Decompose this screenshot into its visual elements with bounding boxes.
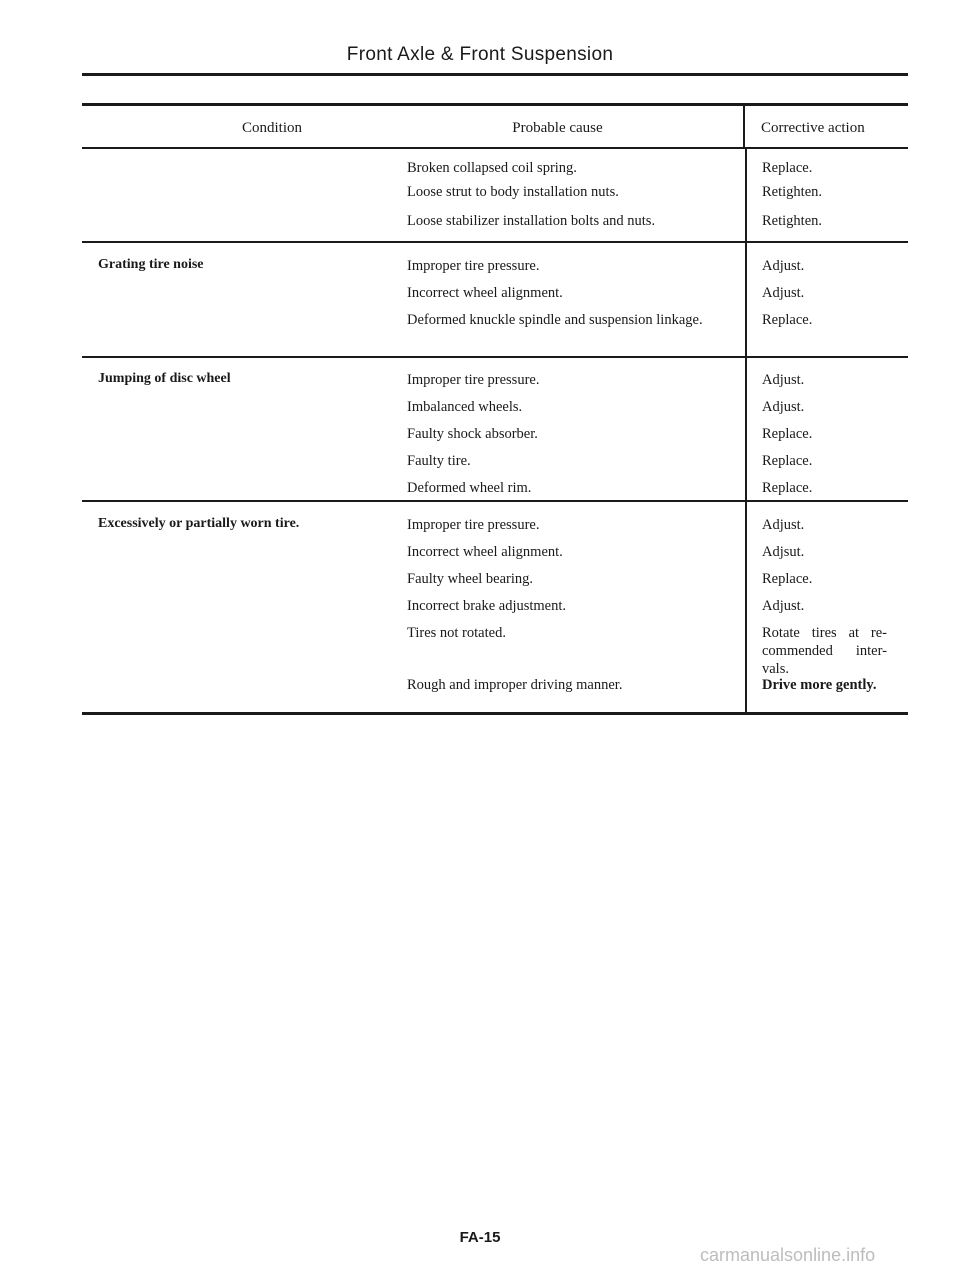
cause-cell — [372, 358, 747, 500]
table-row — [82, 358, 908, 502]
condition-cell — [82, 243, 372, 356]
action-item: Adjust. — [762, 372, 805, 388]
table-header-row — [82, 106, 908, 149]
action-item: Replace. — [762, 312, 813, 328]
header-rule — [82, 73, 908, 76]
cause-item: Improper tire pressure. — [407, 517, 540, 533]
troubleshooting-table — [82, 103, 908, 715]
cause-cell — [372, 502, 747, 712]
cause-item: Tires not rotated. — [407, 625, 506, 641]
cause-cell — [372, 243, 747, 356]
cause-item: Rough and improper driving manner. — [407, 677, 623, 693]
column-header-condition: Condition — [241, 120, 302, 136]
cause-item: Broken collapsed coil spring. — [407, 160, 577, 176]
cause-item: Improper tire pressure. — [407, 258, 540, 274]
cause-item: Imbalanced wheels. — [407, 399, 523, 415]
table-row — [82, 243, 908, 358]
condition-text: Grating tire noise — [98, 257, 204, 272]
action-item: Replace. — [762, 480, 813, 496]
cause-item: Deformed wheel rim. — [407, 480, 532, 496]
cause-item: Faulty tire. — [407, 453, 471, 469]
cause-item: Loose stabilizer installation bolts and nuts. — [407, 213, 656, 229]
cause-item: Incorrect brake adjustment. — [407, 598, 567, 614]
action-cell — [747, 243, 908, 356]
action-item: Adjsut. — [762, 544, 805, 560]
action-item: Adjust. — [762, 517, 805, 533]
page-number: FA-15 — [459, 1229, 501, 1246]
action-cell — [747, 502, 908, 712]
cause-item: Incorrect wheel alignment. — [407, 285, 563, 301]
table-row — [82, 502, 908, 712]
cause-item: Loose strut to body installation nuts. — [407, 184, 619, 200]
condition-text: Jumping of disc wheel — [98, 371, 231, 386]
cause-cell — [372, 149, 747, 241]
action-item: Replace. — [762, 571, 813, 587]
condition-cell — [82, 358, 372, 500]
condition-text: Excessively or partially worn tire. — [98, 516, 300, 531]
action-cell — [747, 358, 908, 500]
cause-item: Improper tire pressure. — [407, 372, 540, 388]
action-item: Replace. — [762, 453, 813, 469]
action-item: Adjust. — [762, 285, 805, 301]
action-item: Replace. — [762, 160, 813, 176]
action-item: Adjust. — [762, 399, 805, 415]
action-item: Replace. — [762, 426, 813, 442]
cause-item: Faulty wheel bearing. — [407, 571, 534, 587]
watermark: carmanualsonline.info — [700, 1245, 876, 1265]
action-item: Drive more gently. — [762, 677, 877, 693]
column-header-corrective-action: Corrective action — [761, 120, 865, 136]
cause-item: Deformed knuckle spindle and suspension linkage. — [407, 312, 703, 328]
action-cell — [747, 149, 908, 241]
action-item: Adjust. — [762, 598, 805, 614]
action-item: Adjust. — [762, 258, 805, 274]
action-item: Rotate tires at re-commended inter-vals. — [762, 625, 887, 677]
action-item: Retighten. — [762, 184, 823, 200]
page-title: Front Axle & Front Suspension — [346, 44, 614, 65]
table-row — [82, 149, 908, 243]
cause-item: Incorrect wheel alignment. — [407, 544, 563, 560]
condition-cell — [82, 502, 372, 712]
action-item: Retighten. — [762, 213, 823, 229]
condition-text — [82, 149, 372, 159]
column-header-probable-cause: Probable cause — [372, 106, 745, 147]
cause-item: Faulty shock absorber. — [407, 426, 538, 442]
condition-cell — [82, 149, 372, 241]
